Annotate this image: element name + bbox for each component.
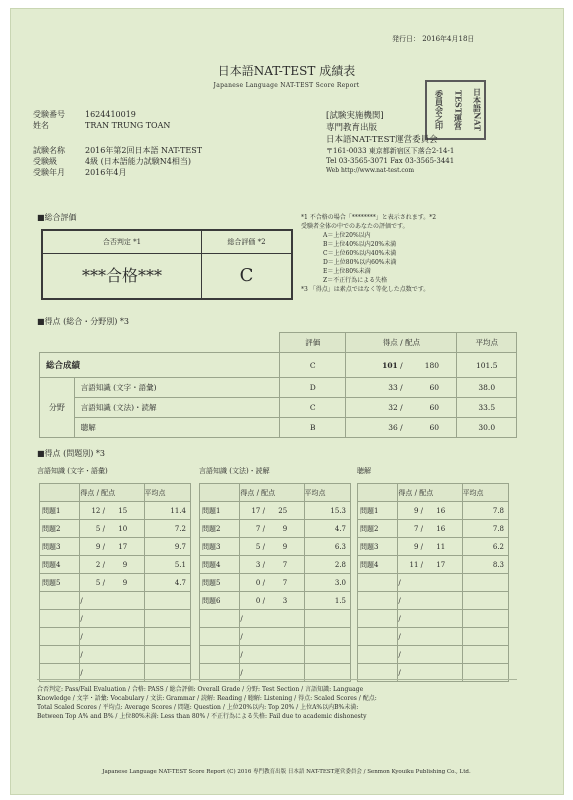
table-row <box>200 574 351 592</box>
section-title-questions: ■得点 (問題別) *3 <box>37 449 105 458</box>
grade-d: D＝上位80%以内60%未満 <box>323 259 397 266</box>
grade-result: C <box>239 265 254 286</box>
field-max: 60 <box>429 423 440 432</box>
candidate-id: 1624410019 <box>85 110 136 119</box>
question-score-cell: 0 / 3 <box>240 592 304 610</box>
question-score: 9 <box>413 506 419 515</box>
question-max: 17 <box>118 542 128 551</box>
table-row <box>358 502 509 520</box>
table-row <box>200 592 351 610</box>
empty-slash: / <box>398 610 462 628</box>
overall-box <box>41 229 293 300</box>
table-header-row <box>200 484 351 502</box>
question-max: 9 <box>282 542 288 551</box>
pass-header: 合否判定 *1 <box>43 231 202 254</box>
col-score: 得点 / 配点 <box>240 484 304 502</box>
field-max: 60 <box>429 403 440 412</box>
field-name: 言語知識 (文法)・読解 <box>74 398 279 418</box>
table-row <box>200 520 351 538</box>
empty-row <box>358 646 509 664</box>
col-avg: 平均点 <box>144 484 191 502</box>
glossary <box>37 685 527 721</box>
seal-line: 日本語NAT <box>472 88 483 132</box>
question-avg: 8.3 <box>462 556 508 574</box>
note-2: 受験者全体の中でのあなたの評価です。 <box>301 223 409 230</box>
question-max: 3 <box>282 596 288 605</box>
question-score-cell: 9 / 16 <box>398 502 462 520</box>
question-score: 11 <box>409 560 419 569</box>
empty-row <box>358 574 509 592</box>
empty-row <box>40 646 191 664</box>
question-label: 問題6 <box>200 592 240 610</box>
total-max: 180 <box>424 360 440 370</box>
question-score: 17 <box>251 506 261 515</box>
field-eval: C <box>280 398 346 418</box>
organizer-heading: [試験実施機関] <box>326 111 384 121</box>
glossary-divider <box>37 679 517 680</box>
field-eval: B <box>280 418 346 438</box>
question-score-cell: 5 / 9 <box>80 574 144 592</box>
organizer-block <box>326 110 454 175</box>
glossary-line: 合否判定: Pass/Fail Evaluation / 合格: PASS / 総合評価: Overall Grade / 分野: Test Section / 言語知識: Language <box>37 686 364 693</box>
exam-date: 2016年4月 <box>85 168 127 177</box>
total-eval: C <box>280 353 346 378</box>
issue-date: 発行日： 2016年4月18日 <box>392 35 475 43</box>
question-avg: 1.5 <box>304 592 351 610</box>
field-score-cell: 33 / 60 <box>346 378 457 398</box>
empty-slash: / <box>240 610 304 628</box>
col-avg: 平均点 <box>304 484 351 502</box>
table-row <box>40 556 191 574</box>
table-title-listening: 聴解 <box>357 467 371 475</box>
question-max: 7 <box>282 560 288 569</box>
empty-row <box>40 628 191 646</box>
question-score-cell: 11 / 17 <box>398 556 462 574</box>
organizer-phone: Tel 03-3565-3071 Fax 03-3565-3441 <box>326 157 455 165</box>
grade-e: E＝上位80%未満 <box>323 268 371 275</box>
empty-slash: / <box>80 664 144 682</box>
table-title-vocab: 言語知識 (文字・語彙) <box>37 467 108 475</box>
empty-row <box>200 610 351 628</box>
question-max: 9 <box>282 524 288 533</box>
empty-slash: / <box>240 646 304 664</box>
table-row <box>200 556 351 574</box>
question-score-cell: 17 / 25 <box>240 502 304 520</box>
question-score: 7 <box>255 524 261 533</box>
col-eval: 評価 <box>280 333 346 353</box>
question-max: 11 <box>436 542 446 551</box>
empty-row <box>200 646 351 664</box>
report-subtitle: Japanese Language NAT-TEST Score Report <box>213 82 360 89</box>
question-score: 7 <box>413 524 419 533</box>
field-score-cell: 36 / 60 <box>346 418 457 438</box>
table-row <box>200 538 351 556</box>
question-score-cell: 7 / 16 <box>398 520 462 538</box>
empty-slash: / <box>398 628 462 646</box>
table-row <box>40 502 191 520</box>
empty-row <box>40 610 191 628</box>
question-avg: 7.8 <box>462 502 508 520</box>
field-score-cell: 32 / 60 <box>346 398 457 418</box>
total-row <box>40 353 517 378</box>
question-score-cell: 9 / 11 <box>398 538 462 556</box>
field-avg: 33.5 <box>457 398 517 418</box>
question-label: 問題3 <box>40 538 80 556</box>
field-name: 言語知識 (文字・語彙) <box>74 378 279 398</box>
question-avg: 9.7 <box>144 538 191 556</box>
question-avg: 11.4 <box>144 502 191 520</box>
field-eval: D <box>280 378 346 398</box>
question-max: 15 <box>118 506 128 515</box>
question-score-cell: 12 / 15 <box>80 502 144 520</box>
field-row <box>40 398 517 418</box>
question-score-cell: 5 / 9 <box>240 538 304 556</box>
question-avg: 5.1 <box>144 556 191 574</box>
question-score: 0 <box>255 596 261 605</box>
col-score: 得点 / 配点 <box>346 333 457 353</box>
field-row <box>40 418 517 438</box>
empty-row <box>358 610 509 628</box>
question-score-cell: 0 / 7 <box>240 574 304 592</box>
col-question <box>40 484 80 502</box>
col-score: 得点 / 配点 <box>398 484 462 502</box>
question-label: 問題4 <box>200 556 240 574</box>
grade-b: B＝上位40%以内20%未満 <box>323 241 397 248</box>
col-score: 得点 / 配点 <box>80 484 144 502</box>
empty-slash: / <box>240 628 304 646</box>
question-avg: 4.7 <box>144 574 191 592</box>
question-score: 2 <box>95 560 101 569</box>
empty-row <box>40 592 191 610</box>
total-score: 101 <box>382 360 398 370</box>
organizer-address: 〒161-0033 東京都新宿区下落合2-14-1 <box>326 147 455 155</box>
grade-a: A＝上位20%以内 <box>323 232 371 239</box>
field-avg: 38.0 <box>457 378 517 398</box>
question-score: 0 <box>255 578 261 587</box>
note-3: *3 「得点」は素点ではなく等化した点数です。 <box>301 286 430 293</box>
empty-row <box>358 628 509 646</box>
field-max: 60 <box>429 383 440 392</box>
question-score-cell: 9 / 17 <box>80 538 144 556</box>
empty-row <box>200 628 351 646</box>
table-title-grammar: 言語知識 (文法)・読解 <box>199 467 270 475</box>
grade-header: 総合評価 *2 <box>202 231 291 254</box>
question-score-cell: 2 / 9 <box>80 556 144 574</box>
grade-z: Z＝不正行為による失格 <box>323 277 388 284</box>
question-max: 16 <box>436 506 446 515</box>
question-label: 問題2 <box>40 520 80 538</box>
question-avg: 6.3 <box>304 538 351 556</box>
empty-slash: / <box>240 664 304 682</box>
question-label: 問題1 <box>40 502 80 520</box>
glossary-line: Knowledge / 文字・語彙: Vocabulary / 文法: Grammar / 読解: Reading / 聴解: Listening / 得点: Scaled Scores / 配点: <box>37 695 377 702</box>
empty-slash: / <box>80 592 144 610</box>
candidate-info <box>33 109 202 178</box>
empty-slash: / <box>80 646 144 664</box>
label: 受験番号 <box>33 110 65 119</box>
question-table-grammar <box>199 483 351 682</box>
question-score: 9 <box>413 542 419 551</box>
note-1: *1 不合格の場合「********」と表示されます。*2 <box>301 214 437 221</box>
question-avg: 7.8 <box>462 520 508 538</box>
question-avg: 15.3 <box>304 502 351 520</box>
candidate-name: TRAN TRUNG TOAN <box>85 121 171 130</box>
question-avg: 7.2 <box>144 520 191 538</box>
empty-slash: / <box>80 628 144 646</box>
table-row <box>40 538 191 556</box>
table-row <box>40 520 191 538</box>
total-label: 総合成績 <box>40 353 280 378</box>
pass-result: ***合格*** <box>43 254 202 298</box>
grade-c: C＝上位60%以内40%未満 <box>323 250 397 257</box>
question-score-cell: 3 / 7 <box>240 556 304 574</box>
organizer-committee: 日本語NAT-TEST運営委員会 <box>326 135 438 145</box>
question-avg: 6.2 <box>462 538 508 556</box>
table-header-row <box>40 484 191 502</box>
organizer-name: 専門教育出版 <box>326 123 378 133</box>
grade-notes <box>301 213 551 294</box>
field-score: 32 <box>388 403 398 412</box>
question-avg: 2.8 <box>304 556 351 574</box>
empty-slash: / <box>398 574 462 592</box>
question-max: 9 <box>122 560 128 569</box>
question-max: 17 <box>436 560 446 569</box>
empty-slash: / <box>398 664 462 682</box>
empty-row <box>358 592 509 610</box>
question-max: 9 <box>122 578 128 587</box>
question-label: 問題5 <box>40 574 80 592</box>
col-question <box>200 484 240 502</box>
col-avg: 平均点 <box>457 333 517 353</box>
field-score: 36 <box>388 423 398 432</box>
label: 受験年月 <box>33 168 65 177</box>
question-max: 16 <box>436 524 446 533</box>
question-max: 25 <box>278 506 288 515</box>
question-label: 問題2 <box>358 520 398 538</box>
table-header-row <box>358 484 509 502</box>
col-avg: 平均点 <box>462 484 508 502</box>
label: 受験級 <box>33 157 57 166</box>
label: 試験名称 <box>33 146 65 155</box>
empty-slash: / <box>398 646 462 664</box>
question-score: 5 <box>255 542 261 551</box>
question-label: 問題4 <box>40 556 80 574</box>
question-max: 7 <box>282 578 288 587</box>
section-title-overall: ■総合評価 <box>37 213 77 222</box>
glossary-line: Between Top A% and B% / 上位80%未満: Less than 80% / 不正行為による失格: Fail due to academic dishonesty <box>37 713 367 720</box>
section-title-scores: ■得点 (総合・分野別) *3 <box>37 317 129 326</box>
question-label: 問題3 <box>200 538 240 556</box>
question-score: 12 <box>91 506 101 515</box>
question-label: 問題3 <box>358 538 398 556</box>
field-score: 33 <box>388 383 398 392</box>
table-row <box>200 502 351 520</box>
table-row <box>358 556 509 574</box>
question-avg: 3.0 <box>304 574 351 592</box>
question-score-cell: 5 / 10 <box>80 520 144 538</box>
total-avg: 101.5 <box>457 353 517 378</box>
question-score: 3 <box>255 560 261 569</box>
question-score-cell: 7 / 9 <box>240 520 304 538</box>
question-score: 5 <box>95 578 101 587</box>
col-question <box>358 484 398 502</box>
question-label: 問題1 <box>200 502 240 520</box>
report-title: 日本語NAT-TEST 成績表 <box>217 64 356 78</box>
question-label: 問題1 <box>358 502 398 520</box>
question-table-listening <box>357 483 509 682</box>
question-avg: 4.7 <box>304 520 351 538</box>
question-score: 9 <box>95 542 101 551</box>
question-label: 問題2 <box>200 520 240 538</box>
table-row <box>40 574 191 592</box>
glossary-line: Total Scaled Scores / 平均点: Average Scores / 問題: Question / 上位20%以内: Top 20% / 上位A%以内B%未満: <box>37 704 359 711</box>
exam-level: 4級 (日本語能力試験N4相当) <box>85 157 191 166</box>
question-score: 5 <box>95 524 101 533</box>
exam-name: 2016年第2回日本語 NAT-TEST <box>85 146 203 155</box>
field-label: 分野 <box>40 378 75 438</box>
question-label: 問題5 <box>200 574 240 592</box>
seal-line: 委員会之印 <box>434 90 445 130</box>
section-score-table <box>39 332 517 438</box>
empty-slash: / <box>398 592 462 610</box>
total-score-cell: 101 / 180 <box>346 353 457 378</box>
field-name: 聴解 <box>74 418 279 438</box>
question-label: 問題4 <box>358 556 398 574</box>
label: 姓名 <box>33 121 49 130</box>
table-row <box>358 520 509 538</box>
empty-slash: / <box>80 610 144 628</box>
field-avg: 30.0 <box>457 418 517 438</box>
organizer-web: Web http://www.nat-test.com <box>326 167 415 174</box>
question-table-vocab <box>39 483 191 682</box>
field-row <box>40 378 517 398</box>
footer-copyright: Japanese Language NAT-TEST Score Report (C) 2016 専門教育出版 日本語 NAT-TEST運営委員会 / Senmon Kyouiku Publishing Co., Ltd. <box>102 769 471 775</box>
table-row <box>358 538 509 556</box>
question-max: 10 <box>118 524 128 533</box>
seal-line: TEST運営 <box>453 90 464 130</box>
